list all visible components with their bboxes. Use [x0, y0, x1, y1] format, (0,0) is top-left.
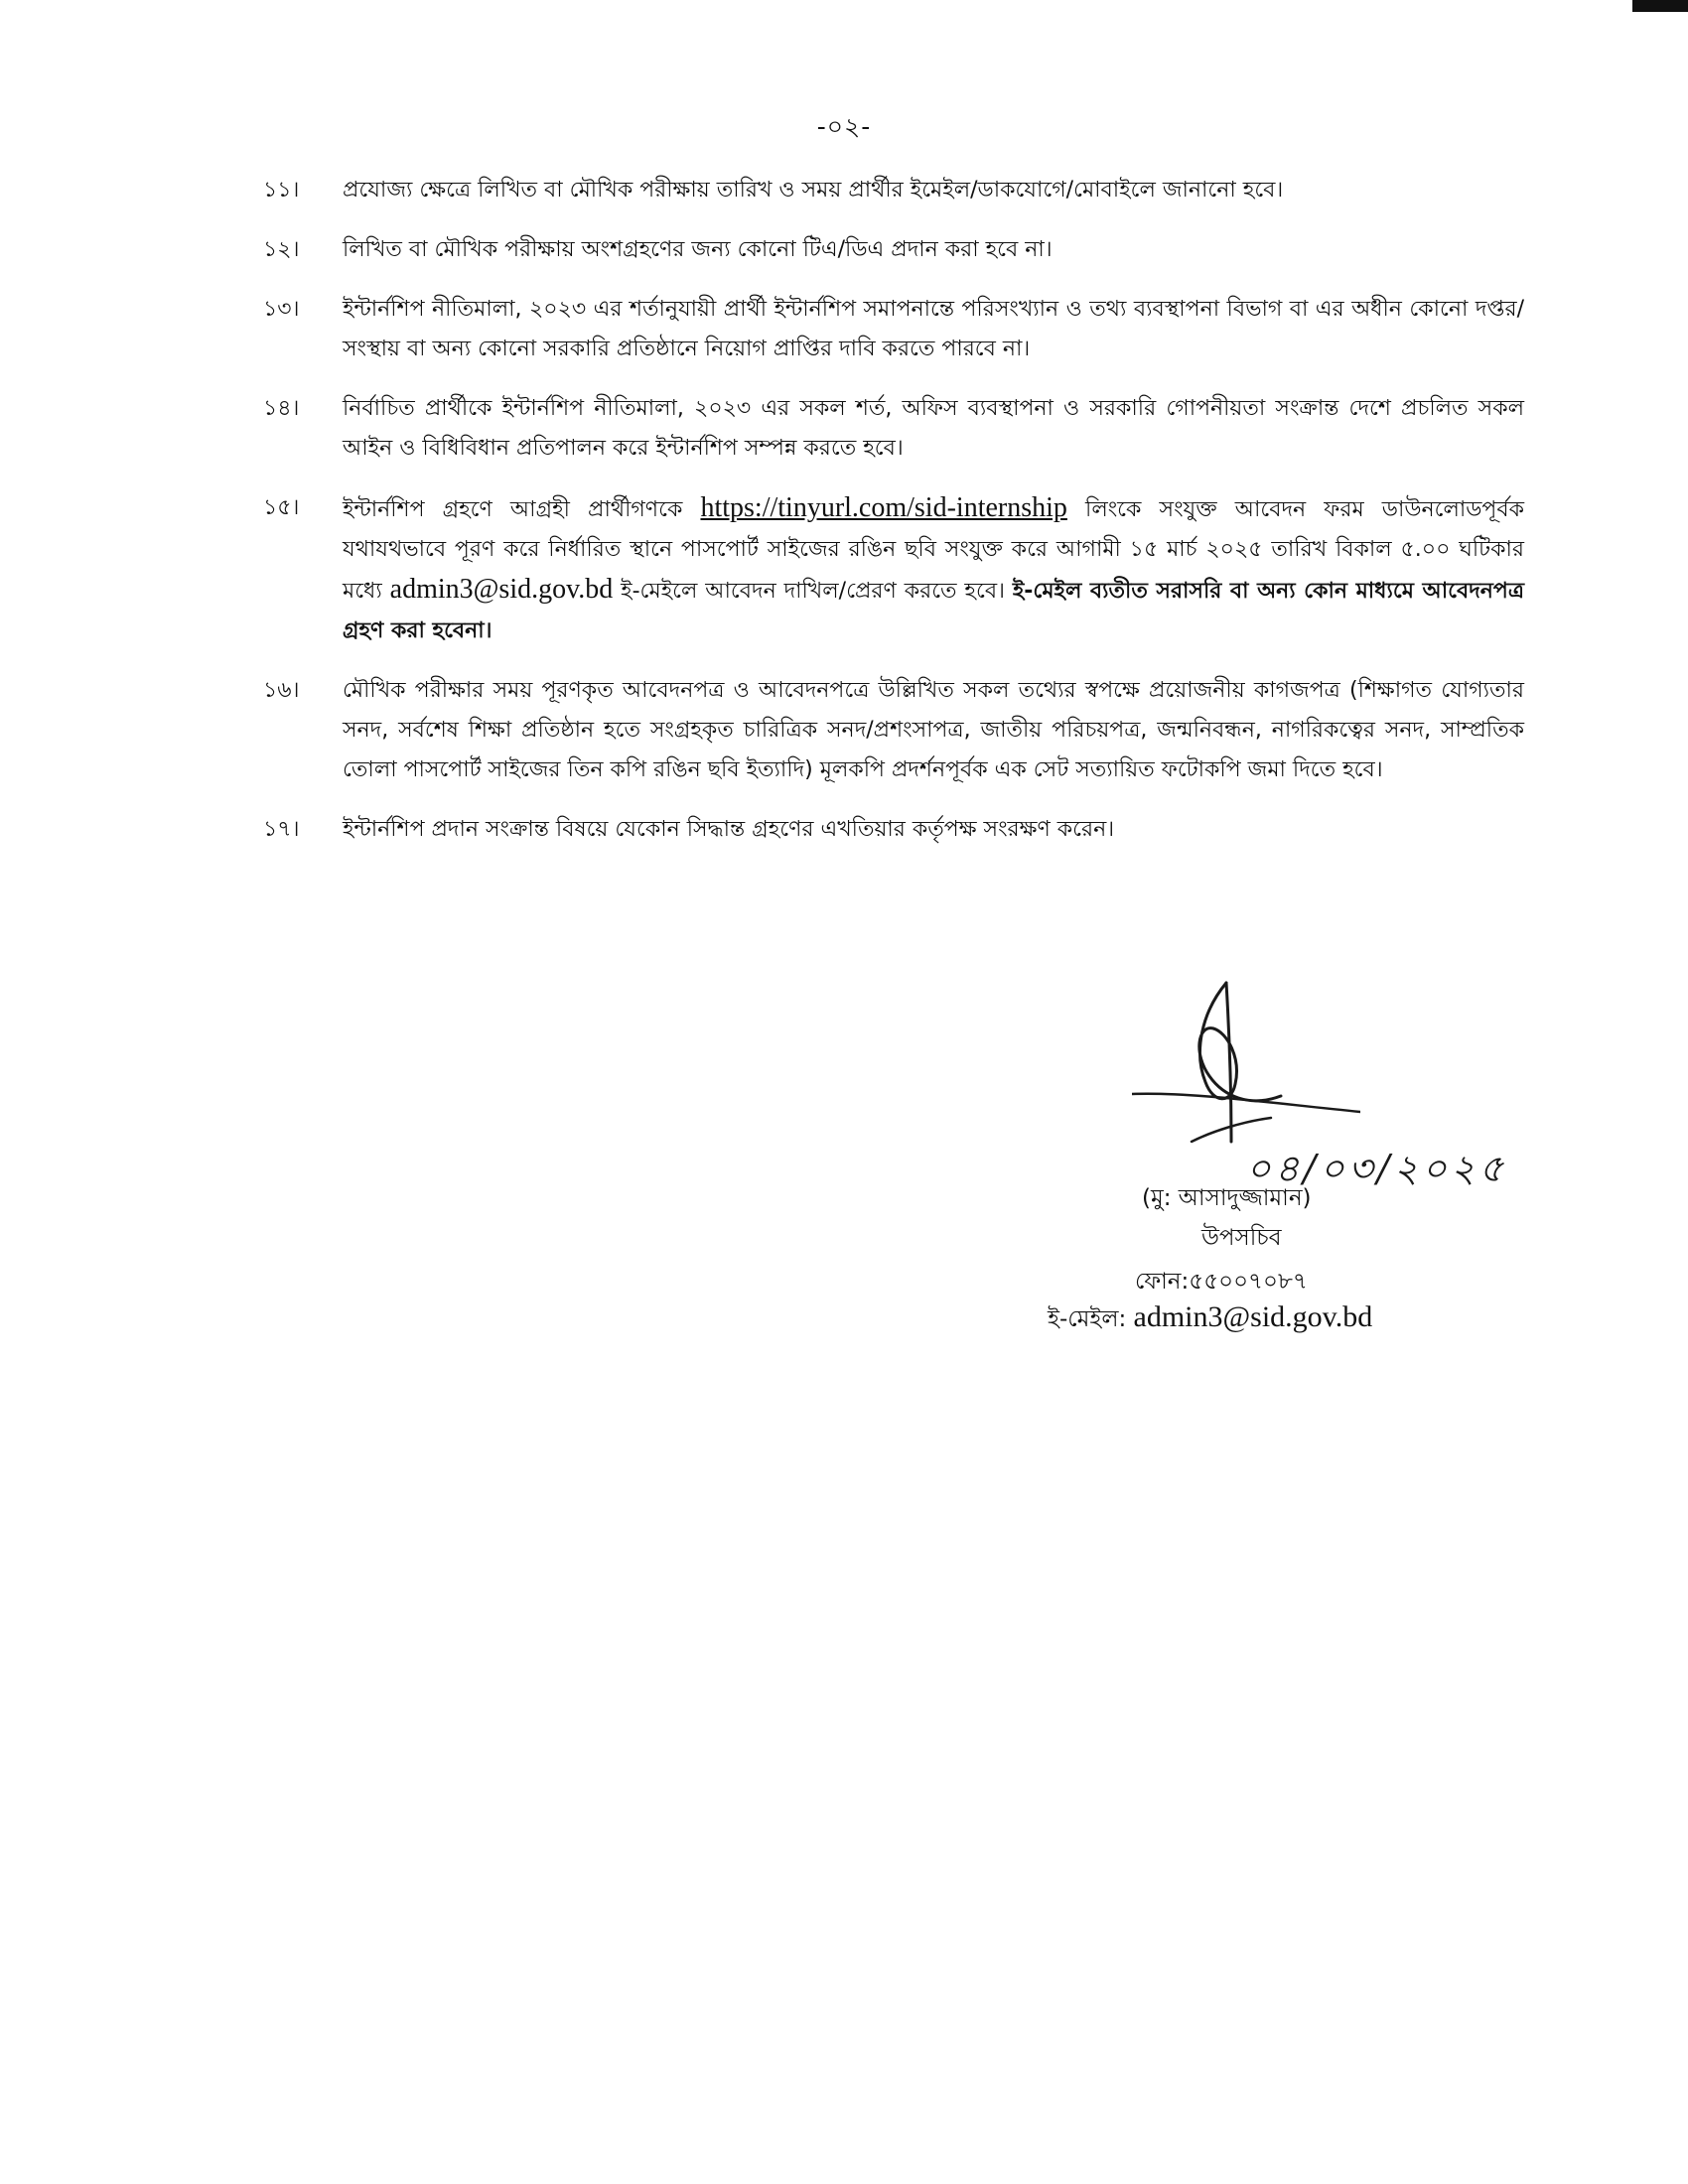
clause-17 [263, 810, 1524, 850]
scan-corner-mark [1632, 0, 1688, 12]
clause-13 [263, 290, 1524, 369]
clause-text: মৌখিক পরীক্ষার সময় পূরণকৃত আবেদনপত্র ও আবেদনপত্রে উল্লিখিত সকল তথ্যের স্বপক্ষে প্রয়োজনীয় কাগজপত্র (শিক্ষাগত যোগ্যতার সনদ, সর্বশেষ শিক্ষা প্রতিষ্ঠান হতে সংগ্রহকৃত চারিত্রিক সনদ/প্রশংসাপত্র, জাতীয় পরিচয়পত্র, জন্মনিবন্ধন, নাগরিকত্বের সনদ, সাম্প্রতিক তোলা পাসপোর্ট সাইজের তিন কপি রঙিন ছবি ইত্যাদি) মূলকপি প্রদর্শনপূর্বক এক সেট সত্যায়িত ফটোকপি জমা দিতে হবে। [343, 678, 1524, 782]
signatory-phone: ফোন:৫৫০০৭০৮৭ [1135, 1269, 1308, 1295]
clause-number: ১৪। [263, 396, 300, 421]
signatory-name: (মু: আসাদুজ্জামান) [1142, 1185, 1312, 1211]
signatory-email [1048, 1300, 1372, 1339]
clause-number: ১১। [263, 178, 300, 203]
clause-text: ইন্টার্নশিপ নীতিমালা, ২০২৩ এর শর্তানুযায়ী প্রার্থী ইন্টার্নশিপ সমাপনান্তে পরিসংখ্যান ও তথ্য ব্যবস্থাপনা বিভাগ বা এর অধীন কোনো দপ্তর/সংস্থায় বা অন্য কোনো সরকারি প্রতিষ্ঠানে নিয়োগ প্রাপ্তির দাবি করতে পারবে না। [343, 297, 1524, 361]
signature-date: ০৪/০৩/২০২৫ [1246, 1147, 1508, 1190]
email-address-link[interactable]: admin3@sid.gov.bd [1133, 1300, 1373, 1333]
clause-text-part: ইন্টার্নশিপ গ্রহণে আগ্রহী প্রার্থীগণকে [343, 497, 701, 522]
clause-number: ১৩। [263, 297, 300, 322]
clause-text: লিখিত বা মৌখিক পরীক্ষায় অংশগ্রহণের জন্য কোনো টিএ/ডিএ প্রদান করা হবে না। [343, 237, 1053, 262]
clause-text [343, 488, 1524, 651]
clause-12 [263, 230, 1524, 270]
email-label: ই-মেইল: [1048, 1306, 1134, 1332]
signatory-designation: উপসচিব [1201, 1225, 1282, 1251]
clause-text-part: লিংকে সংযুক্ত আবেদন ফরম ডাউনলোডপূর্বক যথাযথভাবে পূরণ করে নির্ধারিত স্থানে পাসপোর্ট সাইজের রঙিন ছবি সংযুক্ত করে আগামী ১৫ মার্চ ২০২৫ তারিখ বিকাল ৫.০০ ঘটিকার মধ্যে [343, 497, 1524, 604]
clause-number: ১৫। [263, 495, 300, 520]
application-form-link[interactable]: https://tinyurl.com/sid-internship [700, 492, 1067, 523]
clause-text: নির্বাচিত প্রার্থীকে ইন্টার্নশিপ নীতিমালা, ২০২৩ এর সকল শর্ত, অফিস ব্যবস্থাপনা ও সরকারি গোপনীয়তা সংক্রান্ত দেশে প্রচলিত সকল আইন ও বিধিবিধান প্রতিপালন করে ইন্টার্নশিপ সম্পন্ন করতে হবে। [343, 396, 1524, 461]
clause-text: প্রযোজ্য ক্ষেত্রে লিখিত বা মৌখিক পরীক্ষায় তারিখ ও সময় প্রার্থীর ইমেইল/ডাকযোগে/মোবাইলে জানানো হবে। [343, 178, 1284, 203]
page-number: -০২- [816, 112, 872, 141]
clause-14 [263, 389, 1524, 469]
clause-11 [263, 171, 1524, 210]
clause-number: ১৭। [263, 817, 300, 842]
bold-notice: ই-মেইল ব্যতীত সরাসরি বা অন্য কোন মাধ্যমে আবেদনপত্র গ্রহণ করা হবেনা। [343, 579, 1525, 643]
clause-15 [263, 488, 1524, 651]
clause-number: ১৬। [263, 678, 300, 703]
clause-text-part: ই-মেইলে আবেদন দাখিল/প্রেরণ করতে হবে। [613, 579, 1013, 604]
clause-text: ইন্টার্নশিপ প্রদান সংক্রান্ত বিষয়ে যেকোন সিদ্ধান্ত গ্রহণের এখতিয়ার কর্তৃপক্ষ সংরক্ষণ করেন। [343, 817, 1115, 842]
clause-number: ১২। [263, 237, 300, 262]
application-email-link[interactable]: admin3@sid.gov.bd [389, 574, 614, 605]
signature-block [1048, 973, 1604, 1370]
clause-list [263, 171, 1524, 870]
clause-16 [263, 671, 1524, 790]
